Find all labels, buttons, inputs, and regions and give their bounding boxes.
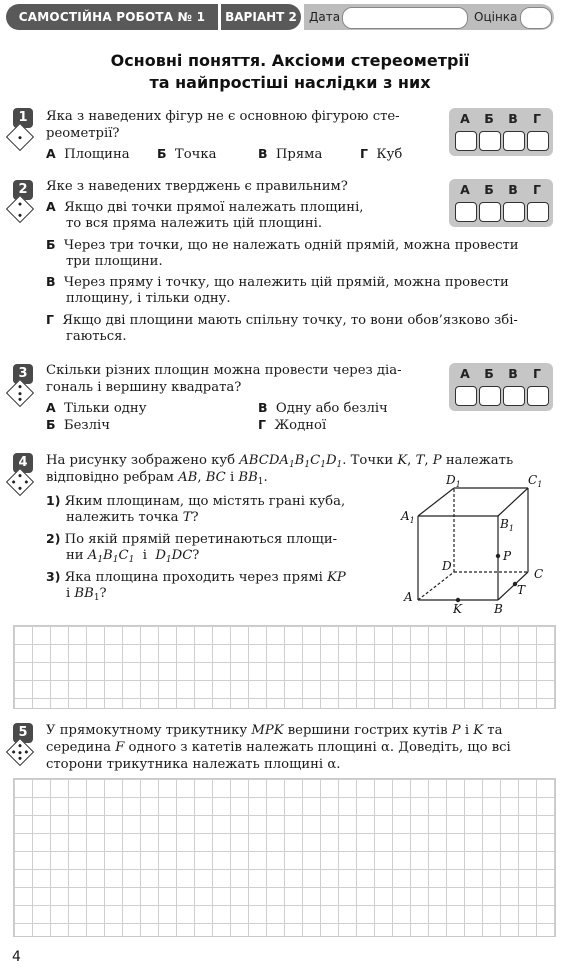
header-bar — [0, 4, 556, 30]
q2-text-line-1: Яке з наведених тверджень є правильним? — [46, 179, 348, 194]
q1-option-c: В Пряма — [258, 146, 323, 162]
q3-option-d: Г Жодної — [258, 417, 327, 433]
label-D1: $D_1$ — [446, 473, 461, 489]
q4-sub1-line-2: належить точка T? — [66, 510, 199, 525]
title-line-1: Основні поняття. Аксіоми стереометрії — [110, 51, 470, 70]
label-B: B — [494, 602, 503, 616]
edge-B1C1 — [498, 488, 528, 516]
q4-sub3-line-1: 3) Яка площина проходить через прямі KP — [46, 569, 346, 585]
q2-option-a-cont: то вся пряма належить цій площині. — [66, 216, 323, 231]
q2-answer-c-checkbox[interactable] — [503, 202, 525, 222]
q1-option-a: А Площина — [46, 146, 130, 162]
q3-answer-a-checkbox[interactable] — [455, 386, 477, 406]
answer-grid-q4[interactable] — [13, 625, 556, 709]
q1-answer-box: А Б В Г — [449, 108, 553, 156]
q1-text-line-1: Яка з наведених фігур не є основною фігурою сте- — [46, 109, 400, 124]
q3-answer-c-checkbox[interactable] — [503, 386, 525, 406]
q2-answer-b-checkbox[interactable] — [479, 202, 501, 222]
task-number-3: 3 — [13, 364, 33, 384]
edge-A1D1 — [418, 488, 454, 516]
work-label: САМОСТІЙНА РОБОТА № 1 — [6, 4, 218, 30]
grade-field[interactable] — [520, 7, 552, 29]
q4-sub3-line-2: і $BB_1$? — [66, 586, 107, 603]
q2-answer-d-checkbox[interactable] — [527, 202, 549, 222]
label-K: K — [453, 602, 462, 616]
label-P: P — [503, 549, 512, 563]
label-C1: $C_1$ — [528, 473, 543, 489]
q4-text-line-2: відповідно ребрам AB, BC і $BB_1$. — [46, 470, 268, 487]
q3-answer-box: А Б В Г — [449, 363, 553, 411]
q2-option-b-cont: три площини. — [66, 254, 163, 269]
q4-sub2-line-2: ни $A_1B_1C_1$ і $D_1DC$? — [66, 548, 200, 565]
q1-answer-d-checkbox[interactable] — [527, 131, 549, 151]
label-B1: $B_1$ — [500, 517, 514, 533]
variant-label: ВАРІАНТ 2 — [221, 4, 301, 30]
page-title — [60, 50, 520, 94]
q1-option-d: Г Куб — [360, 146, 403, 162]
answer-grid-q5[interactable] — [13, 778, 556, 937]
point-P — [496, 554, 500, 558]
q3-answer-d-checkbox[interactable] — [527, 386, 549, 406]
q3-answer-b-checkbox[interactable] — [479, 386, 501, 406]
q1-text-line-2: реометрії? — [46, 126, 120, 141]
q2-answer-box: А Б В Г — [449, 179, 553, 227]
q1-answer-c-checkbox[interactable] — [503, 131, 525, 151]
q4-sub1-line-1: 1) Яким площинам, що містять грані куба, — [46, 493, 346, 509]
q3-option-c: В Одну або безліч — [258, 400, 388, 416]
task-number-1: 1 — [13, 108, 33, 128]
date-field[interactable] — [342, 7, 468, 29]
q3-text-line-2: гональ і вершину квадрата? — [46, 380, 242, 395]
q2-option-c: В Через пряму і точку, що належить цій прямій, можна провести — [46, 274, 509, 290]
label-D: D — [442, 559, 452, 573]
label-A1: $A_1$ — [401, 509, 415, 525]
q2-option-a: А Якщо дві точки прямої належать площині, — [46, 199, 364, 215]
label-T: T — [517, 583, 526, 597]
q2-option-b: Б Через три точки, що не належать одній прямій, можна провести — [46, 237, 519, 253]
q2-answer-a-checkbox[interactable] — [455, 202, 477, 222]
q3-option-b: Б Безліч — [46, 417, 110, 433]
q4-sub2-line-1: 2) По якій прямій перетинаються площи- — [46, 531, 338, 547]
q5-text-line-3: сторони трикутника належать площині α. — [46, 757, 341, 772]
q1-answer-b-checkbox[interactable] — [479, 131, 501, 151]
task-number-5: 5 — [13, 723, 33, 743]
q4-text-line-1: На рисунку зображено куб $ABCDA_1B_1C_1D_1$. Точки K, T, P належать — [46, 453, 514, 470]
task-number-2: 2 — [13, 180, 33, 200]
task-number-4: 4 — [13, 453, 33, 473]
label-C: C — [534, 567, 544, 581]
q2-option-d: Г Якщо дві площини мають спільну точку, то вони обов’язково збі- — [46, 312, 518, 328]
q5-text-line-1: У прямокутному трикутнику MPK вершини гострих кутів P і K та — [46, 723, 503, 738]
q1-answer-a-checkbox[interactable] — [455, 131, 477, 151]
q2-option-d-cont: гаються. — [66, 329, 127, 344]
label-A: A — [404, 590, 413, 604]
title-line-2: та найпростіші наслідки з них — [149, 73, 431, 92]
grade-label: Оцінка — [474, 10, 518, 24]
q3-option-a: А Тільки одну — [46, 400, 147, 416]
q5-text-line-2: середина F одного з катетів належать площині α. Доведіть, що всі — [46, 740, 511, 755]
edge-AD — [418, 572, 454, 600]
q2-option-c-cont: площину, і тільки одну. — [66, 291, 231, 306]
q1-option-b: Б Точка — [157, 146, 217, 162]
cube-figure — [398, 470, 558, 618]
date-label: Дата — [309, 10, 341, 24]
page-number: 4 — [12, 949, 21, 965]
q3-text-line-1: Скільки різних площин можна провести через діа- — [46, 363, 402, 378]
